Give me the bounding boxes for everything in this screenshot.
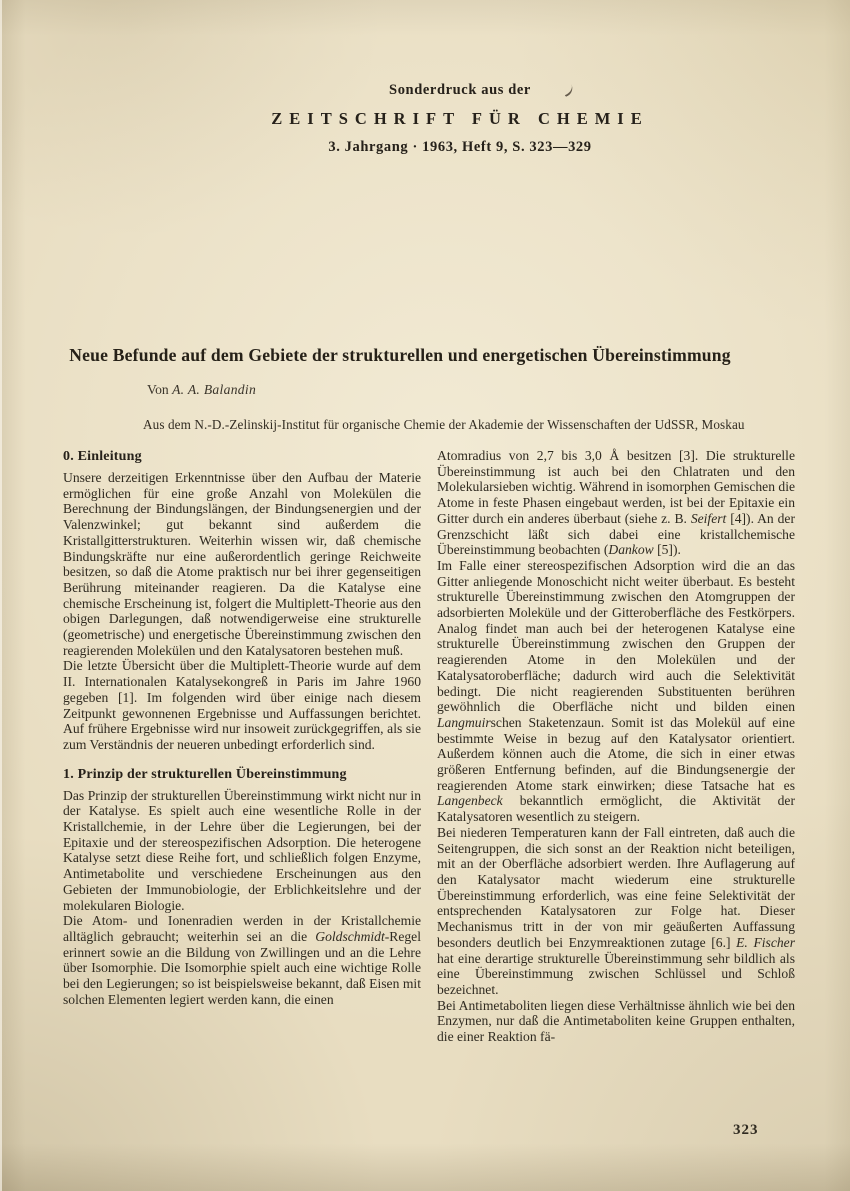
left-column bbox=[63, 448, 421, 1045]
paragraph: Unsere derzeitigen Erkenntnisse über den Aufbau der Materie ermöglichen für eine große Anzahl von Molekülen die Berechnung der Bindungslängen, der Bindungsenergien und der Valenzwinkel; gut bekannt sind außerdem die Kristallgitterstrukturen. Weiterhin wissen wir, daß chemische Bindungskräfte nur eine außerordentlich geringe Reichweite besitzen, so daß die Atome praktisch nur bei ihrer gegenseitigen Berührung miteinander reagieren. Da die Katalyse eine chemische Erscheinung ist, folgert die Multiplett-Theorie aus den obigen Darlegungen, daß notwendigerweise eine strukturelle (geometrische) und energetische Übereinstimmung zwischen den reagierenden Molekülen und den Katalysatoren bestehen muß. bbox=[63, 470, 421, 658]
paragraph: Atomradius von 2,7 bis 3,0 Å besitzen [3]. Die strukturelle Übereinstimmung ist auch bei den Chlatraten und den Molekularsieben wichtig. Während in isomorphen Gemischen die Atome in feste Phasen eingebaut werden, ist bei der Epitaxie ein Gitter durch ein anderes überbaut (siehe z. B. Seifert [4]). An der Grenzschicht läßt sich dabei eine kristallchemische Übereinstimmung beobachten (Dankow [5]). bbox=[437, 448, 796, 558]
affiliation: Aus dem N.-D.-Zelinskij-Institut für organische Chemie der Akademie der Wissenschaften der UdSSR, Moskau bbox=[143, 417, 745, 432]
page-number: 323 bbox=[733, 1122, 759, 1138]
article-body bbox=[63, 448, 795, 1045]
author-name: A. A. Balandin bbox=[172, 382, 257, 397]
paragraph: Die letzte Übersicht über die Multiplett-Theorie wurde auf dem II. Internationalen Katalysekongreß in Paris im Jahre 1960 gegeben [1]. Im folgenden wird über einige nach diesem Zeitpunkt gewonnenen Ergebnisse und Auffassungen berichtet. Auf frühere Ergebnisse wird nur insoweit zurückgegriffen, als sie zum Verständnis der neueren unbedingt erforderlich sind. bbox=[63, 658, 421, 752]
right-column bbox=[437, 448, 795, 1045]
paragraph: Die Atom- und Ionenradien werden in der Kristallchemie alltäglich gebraucht; weiterhin sei an die Goldschmidt-Regel erinnert sowie an die Bildung von Zwillingen und an die Lehre über Isomorphie. Die Isomorphie spielt auch eine wichtige Rolle bei den Legierungen; so ist beispielsweise bekannt, daß Eisen mit solchen Elementen legiert werden kann, die einen bbox=[63, 913, 421, 1007]
byline-prefix: Von bbox=[147, 382, 173, 397]
paragraph: Das Prinzip der strukturellen Übereinstimmung wirkt nicht nur in der Katalyse. Es spielt auch eine wesentliche Rolle in der Kristallchemie, in der Lehre über die Legierungen, bei der Epitaxie und der stereospezifischen Adsorption. Die heterogene Katalyse setzt diese Reihe fort, und schließlich folgen Enzyme, Antimetabolite und verschiedene Erscheinungen aus den Gebieten der Immunobiologie, der Erblichkeitslehre und der molekularen Biologie. bbox=[63, 787, 421, 913]
journal-masthead bbox=[70, 82, 850, 156]
section-heading: 1. Prinzip der strukturellen Übereinstimmung bbox=[63, 766, 347, 782]
journal-title: ZEITSCHRIFT FÜR CHEMIE bbox=[271, 109, 649, 128]
issue-info: 3. Jahrgang · 1963, Heft 9, S. 323—329 bbox=[328, 139, 592, 155]
paragraph: Im Falle einer stereospezifischen Adsorption wird die an das Gitter anliegende Monoschicht nicht weiter überbaut. Es besteht strukturelle Übereinstimmung zwischen den Atomgruppen der adsorbierten Moleküle und der Gitteroberfläche des Festkörpers. Analog findet man auch bei der heterogenen Katalyse eine strukturelle Übereinstimmung zwischen den Gruppen der reagierenden Atome in den Molekülen und der Katalysatoroberfläche; dadurch wird auch die Selektivität bedingt. Die nicht reagierenden Substituenten berühren gewöhnlich die Oberfläche nicht und bilden einen Langmuirschen Staketenzaun. Somit ist das Molekül auf eine bestimmte Weise in bezug auf den Katalysator orientiert. Außerdem können auch die Atome, die sich in einer etwas größeren Entfernung befinden, auf die Bindungsenergie der reagierenden Atome stark einwirken; diese Tatsache hat es Langenbeck bekanntlich ermöglicht, die Aktivität der Katalysatoren wesentlich zu steigern. bbox=[437, 557, 795, 825]
masthead-imprint: Sonderdruck aus der bbox=[389, 82, 531, 98]
byline bbox=[147, 382, 256, 398]
paragraph: Bei niederen Temperaturen kann der Fall eintreten, daß auch die Seitengruppen, die sich sonst an der Reaktion nicht beteiligen, mit an der Oberfläche adsorbiert werden. Ihre Auflagerung auf den Katalysator macht wiederum eine strukturelle Übereinstimmung erforderlich, was eine feine Selektivität der entsprechenden Katalysatoren zur Folge hat. Dieser Mechanismus tritt in der von mir geäußerten Auffassung besonders deutlich bei Enzymreaktionen zutage [6.] E. Fischer hat eine derartige strukturelle Übereinstimmung sehr bildlich als eine Übereinstimmung zwischen Schlüssel und Schloß bezeichnet. bbox=[437, 824, 795, 997]
paragraph: Bei Antimetaboliten liegen diese Verhältnisse ähnlich wie bei den Enzymen, nur daß die Antimetaboliten keine Gruppen enthalten, die einer Reaktion fä- bbox=[437, 997, 795, 1045]
article-title: Neue Befunde auf dem Gebiete der strukturellen und energetischen Übereinstimmung bbox=[69, 345, 731, 365]
section-heading: 0. Einleitung bbox=[63, 449, 142, 464]
